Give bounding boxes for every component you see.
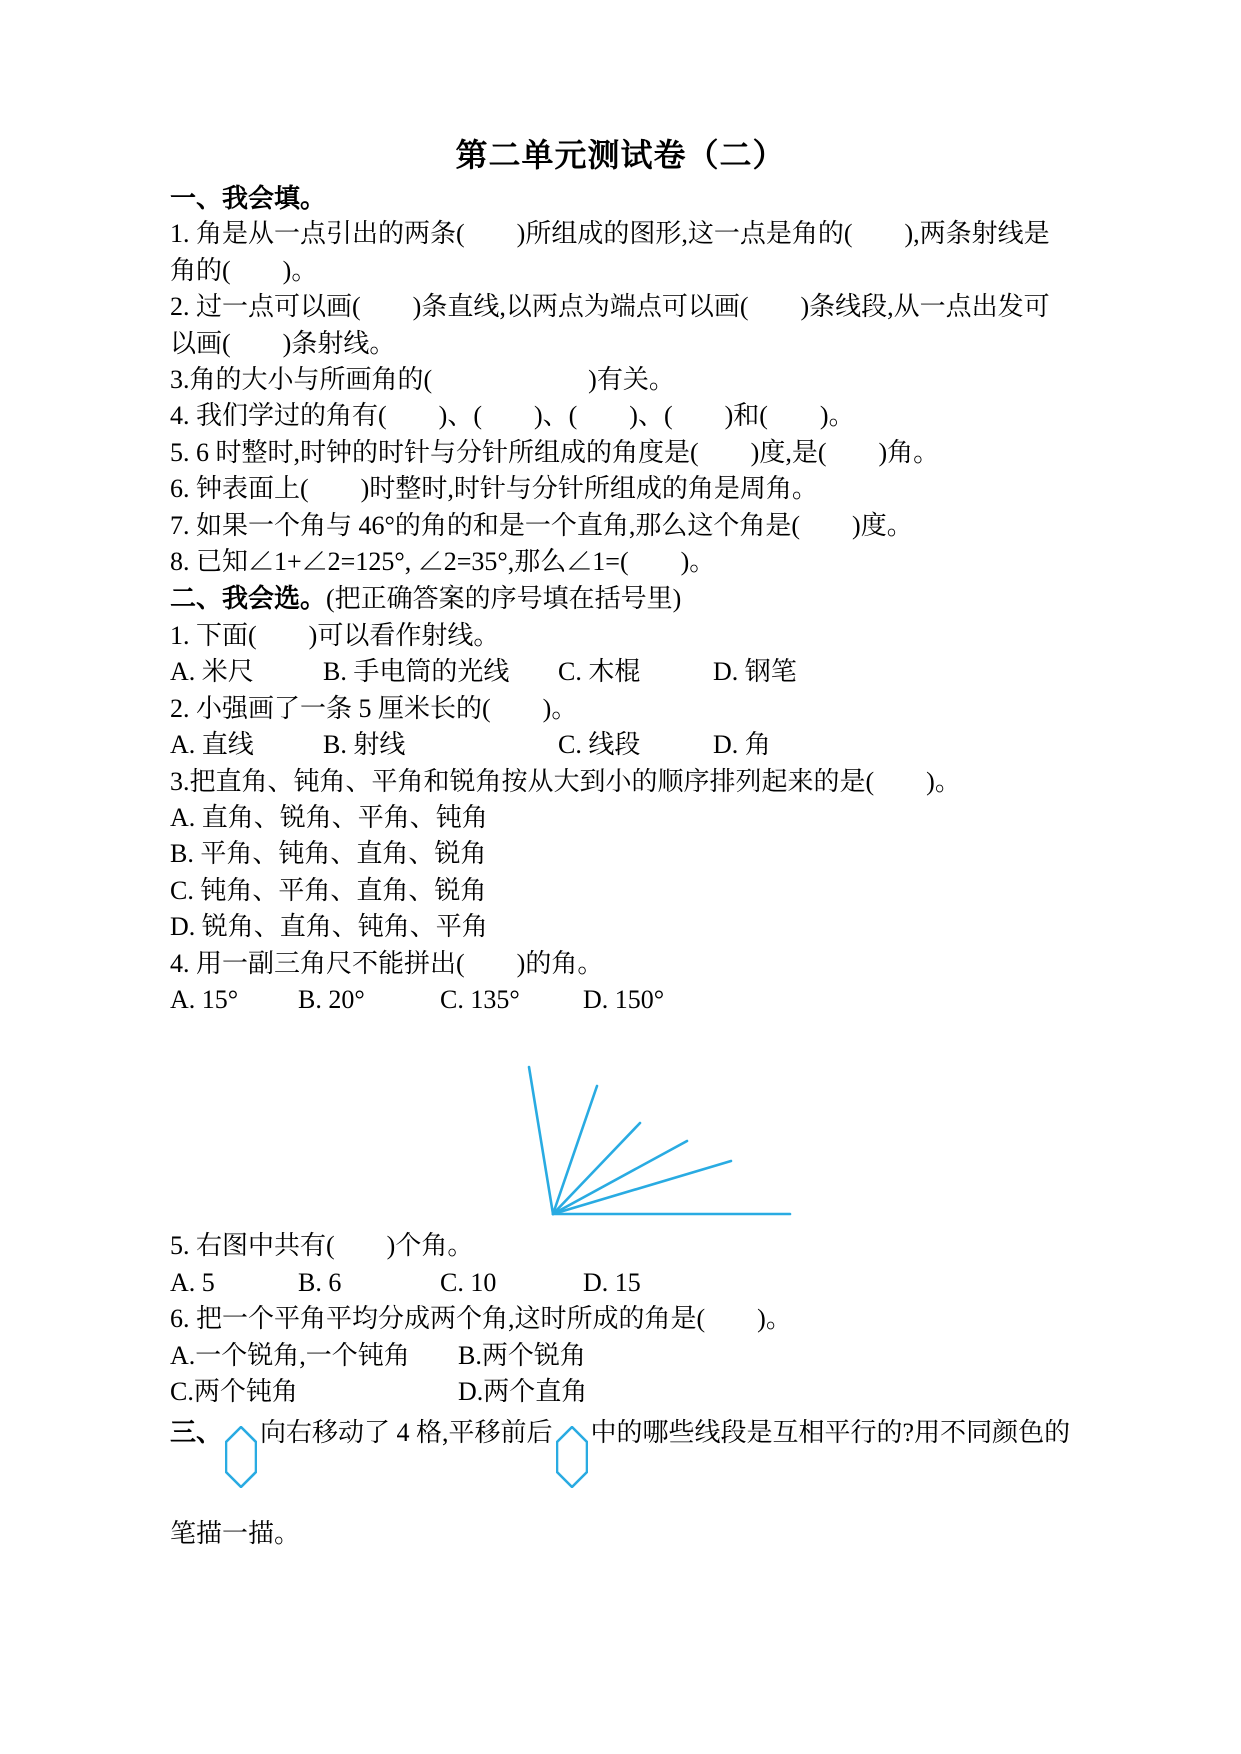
choice-q4-option-a: A. 15° (170, 984, 239, 1014)
section-translate-line-1 (170, 1414, 1076, 1480)
choice-q2-option-b: B. 射线 (323, 730, 406, 760)
page-title: 第二单元测试卷（二） (455, 137, 786, 173)
translate-text-segment-1: 向右移动了 4 格,平移前后 (260, 1418, 553, 1448)
choice-q6-options-row-2 (170, 1374, 1076, 1410)
section-choice-heading: 二、我会选。 (170, 583, 327, 614)
section-choice-heading-line (170, 580, 1076, 617)
fill-question-2-line-2: 以画( )条射线。 (170, 328, 396, 358)
choice-q5-option-b: B. 6 (298, 1267, 342, 1297)
choice-q1-option-d: D. 钢笔 (713, 657, 797, 687)
ray-fan-figure-area (170, 1018, 1076, 1228)
fill-question-5: 5. 6 时整时,时钟的时针与分针所组成的角度是( )度,是( )角。 (170, 437, 940, 467)
choice-q4-options (170, 982, 1076, 1018)
worksheet-content (170, 180, 1076, 1553)
ray-1 (529, 1067, 553, 1214)
choice-q3-option-a: A. 直角、锐角、平角、钝角 (170, 802, 488, 832)
choice-q5-option-a: A. 5 (170, 1267, 215, 1297)
translate-text-segment-2: 中的哪些线段是互相平行的?用不同颜色的 (590, 1418, 1071, 1448)
ray-fan-figure (523, 1064, 793, 1219)
fill-question-8: 8. 已知∠1+∠2=125°, ∠2=35°,那么∠1=( )。 (170, 547, 716, 577)
choice-q4-option-b: B. 20° (298, 984, 365, 1014)
choice-q2-option-c: C. 线段 (558, 730, 641, 760)
fill-question-7: 7. 如果一个角与 46°的角的和是一个直角,那么这个角是( )度。 (170, 510, 913, 540)
choice-q6-stem: 6. 把一个平角平均分成两个角,这时所成的角是( )。 (170, 1304, 792, 1334)
choice-q4-stem: 4. 用一副三角尺不能拼出( )的角。 (170, 948, 604, 978)
choice-q5-option-d: D. 15 (583, 1267, 641, 1297)
section-fill-heading: 一、我会填。 (170, 183, 327, 213)
choice-q5-option-c: C. 10 (440, 1267, 497, 1297)
choice-q6-option-a: A.一个锐角,一个钝角 (170, 1340, 410, 1370)
choice-q3-option-b: B. 平角、钝角、直角、锐角 (170, 839, 487, 869)
choice-q1-option-b: B. 手电筒的光线 (323, 657, 510, 687)
choice-q2-option-d: D. 角 (713, 730, 771, 760)
choice-q6-option-b: B.两个锐角 (458, 1340, 586, 1370)
section-choice-heading-note: (把正确答案的序号填在括号里) (326, 584, 682, 614)
choice-q1-option-c: C. 木棍 (558, 657, 641, 687)
section-translate-line-2: 笔描一描。 (170, 1519, 301, 1549)
choice-q6-option-d: D.两个直角 (458, 1376, 588, 1406)
choice-q5-options (170, 1265, 1076, 1301)
choice-q4-option-d: D. 150° (583, 984, 665, 1014)
hexagon-shape-after (556, 1426, 588, 1488)
fill-question-1-line-1: 1. 角是从一点引出的两条( )所组成的图形,这一点是角的( ),两条射线是 (170, 219, 1050, 249)
choice-q1-option-a: A. 米尺 (170, 657, 254, 687)
choice-q2-options (170, 727, 1076, 763)
choice-q3-option-d: D. 锐角、直角、钝角、平角 (170, 912, 488, 942)
choice-q2-stem: 2. 小强画了一条 5 厘米长的( )。 (170, 693, 578, 723)
choice-q5-stem: 5. 右图中共有( )个角。 (170, 1231, 474, 1261)
choice-q3-stem: 3.把直角、钝角、平角和锐角按从大到小的顺序排列起来的是( )。 (170, 766, 961, 796)
choice-q1-stem: 1. 下面( )可以看作射线。 (170, 620, 500, 650)
choice-q3-option-c: C. 钝角、平角、直角、锐角 (170, 875, 487, 905)
fill-question-4: 4. 我们学过的角有( )、( )、( )、( )和( )。 (170, 401, 855, 431)
fill-question-2-line-1: 2. 过一点可以画( )条直线,以两点为端点可以画( )条线段,从一点出发可 (170, 292, 1050, 322)
fill-question-1-line-2: 角的( )。 (170, 255, 318, 285)
section-translate-heading: 三、 (170, 1417, 223, 1448)
choice-q6-option-c: C.两个钝角 (170, 1376, 298, 1406)
choice-q2-option-a: A. 直线 (170, 730, 254, 760)
fill-question-6: 6. 钟表面上( )时整时,时针与分针所组成的角是周角。 (170, 474, 818, 504)
choice-q4-option-c: C. 135° (440, 984, 520, 1014)
fill-question-3: 3.角的大小与所画角的( )有关。 (170, 365, 675, 395)
choice-q6-options-row-1 (170, 1338, 1076, 1374)
hexagon-shape-before (225, 1426, 257, 1488)
choice-q1-options (170, 654, 1076, 690)
